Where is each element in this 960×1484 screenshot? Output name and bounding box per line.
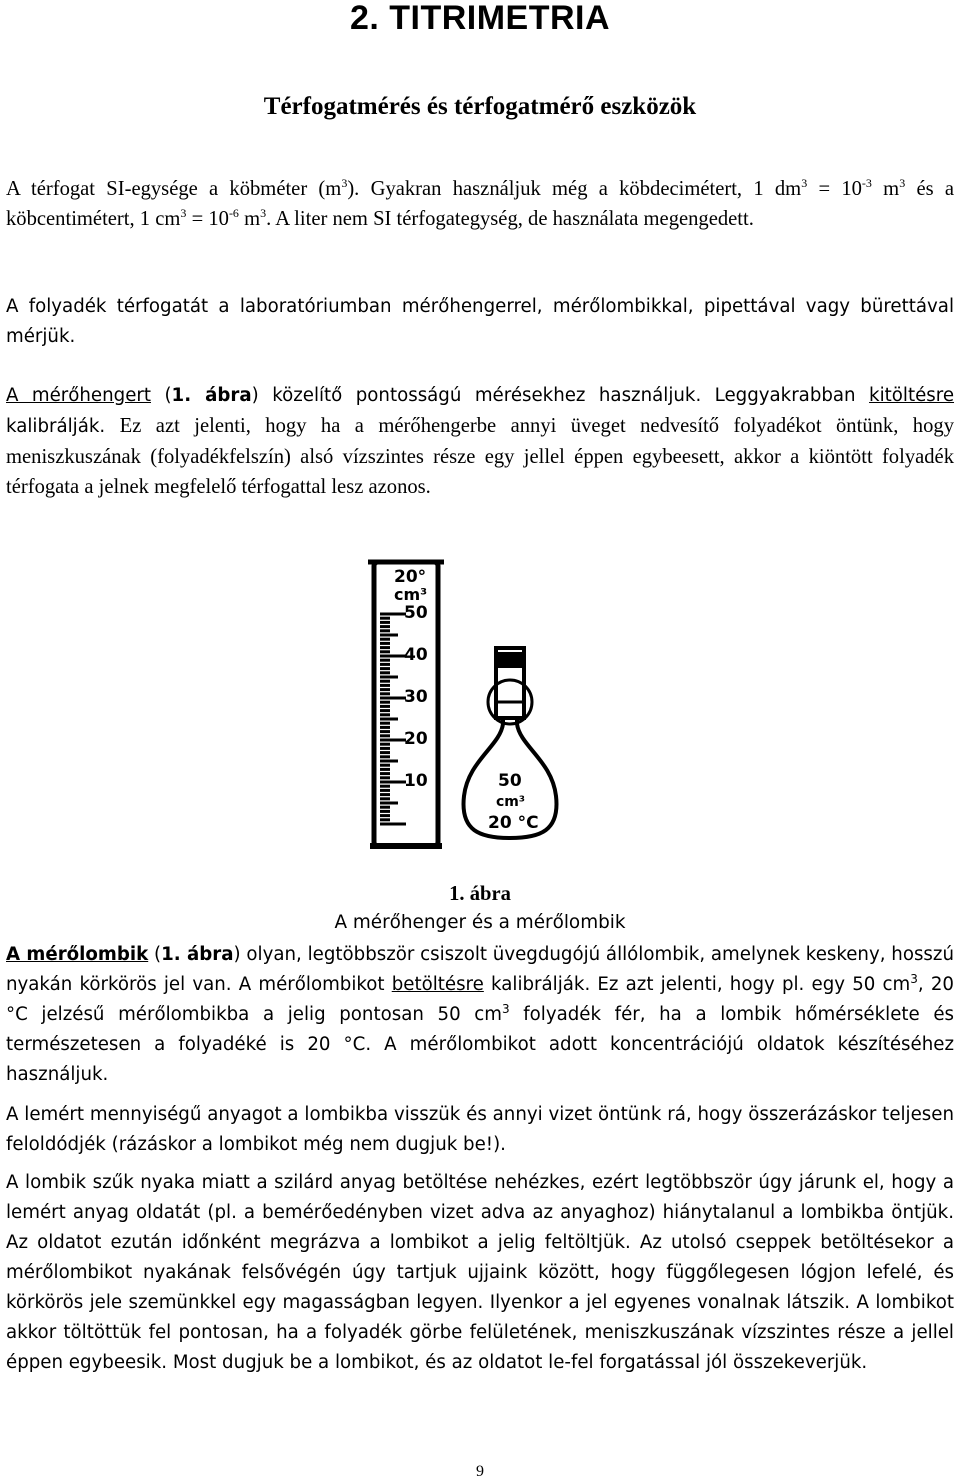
term-measuring-cylinder: A mérőhengert — [6, 385, 151, 406]
flask-label-50: 50 — [498, 771, 522, 791]
cylinder-label-20: 20 — [404, 729, 428, 749]
page-number: 9 — [476, 1463, 484, 1480]
cylinder-graduations — [380, 614, 406, 824]
flask-label-temp: 20 °C — [488, 813, 539, 833]
flask-label-unit: cm³ — [496, 794, 526, 810]
figure-ref-2: 1. ábra — [161, 944, 234, 965]
cylinder-label-30: 30 — [404, 687, 428, 707]
section-title: Térfogatmérés és térfogatmérő eszközök — [263, 93, 697, 120]
cylinder-label-unit: cm³ — [394, 585, 428, 604]
term-volumetric-flask: A mérőlombik — [6, 944, 149, 965]
term-to-contain: kitöltésre — [869, 385, 955, 406]
paragraph-dissolving: A lemért mennyiségű anyagot a lombikba visszük és annyi vizet öntünk rá, hogy összerázáskor teljesen feloldódjék (rázáskor a lombikot még nem dugjuk be!). — [6, 1104, 954, 1155]
figure-ref: 1. ábra — [171, 385, 252, 406]
chapter-title: 2. TITRIMETRIA — [349, 0, 611, 37]
cylinder-label-temp: 20° — [394, 567, 427, 587]
paragraph-si-units: A térfogat SI-egysége a köbméter $(m^3)$. Gyakran használjuk még a köbdecimétert, 1 $dm^3 = 10^{-3}$ $m^3$ és a köbcentimétert, 1 $cm^3 = 10^{-6}$ $m^3$. A liter nem SI térfogategység, de használata megengedett. — [6, 176, 955, 230]
term-to-deliver: betöltésre — [391, 974, 484, 995]
paragraph-filling-procedure: A lombik szűk nyaka miatt a szilárd anyag betöltése nehézkes, ezért legtöbbször úgy járunk el, hogy a lemért anyag oldatát (pl. a bemérőedényben vizet adva az anyaghoz) hiánytalanul a lombikba öntjük. Az oldatot ezután időnként megrázva a lombikot a jelig feltöltjük. Az utolsó cseppek betöltésekor a mérőlombikot nyakának felsővégén úgy tartjuk ujjaink között, hogy függőlegesen lógjon lefelé, és körkörös jele szemünkkel egy magasságban legyen. Ilyenkor a jel egyenes vonalnak látszik. A lombikot akkor töltöttük fel pontosan, ha a folyadék görbe felületének, meniszkuszának vízszintes része a jellel éppen egybeesik. Most dugjuk be a lombikot, és az oldatot le-fel forgatással jól összekeverjük. — [6, 1172, 954, 1373]
paragraph-volume-tools: A folyadék térfogatát a laboratóriumban mérőhengerrel, mérőlombikkal, pipettával vagy bürettával mérjük. — [6, 296, 954, 347]
cylinder-label-40: 40 — [404, 645, 428, 665]
figure-caption: A mérőhenger és a mérőlombik — [334, 912, 626, 933]
paragraph-volumetric-flask: A mérőlombik (1. ábra) olyan, legtöbbször csiszolt üvegdugójú állólombik, amelynek keskeny, hosszú nyakán körkörös jel van. A mérőlombikot betöltésre kalibrálják. Ez azt jelenti, hogy pl. egy 50 $cm^3$, 20 °C jelzésű mérőlombikba a jelig pontosan 50 $cm^3$ folyadék fér, ha a lombik hőmérséklete és természetesen a folyadéké is 20 °C. A mérőlombikot adott koncentrációjú oldatok készítéséhez használjuk. — [6, 944, 954, 1085]
figure-glassware — [350, 556, 620, 856]
figure-number: 1. ábra — [449, 883, 511, 905]
cylinder-label-10: 10 — [404, 771, 428, 791]
cylinder-label-50: 50 — [404, 603, 428, 623]
paragraph-measuring-cylinder: A mérőhengert (1. ábra) közelítő pontosságú mérésekhez használjuk. Leggyakrabban kitöltésre kalibrálják. Ez azt jelenti, hogy ha a mérőhengerbe annyi üveget nedvesítő folyadékot öntünk, hogy meniszkuszának (folyadékfelszín) alsó vízszintes része egy jellel éppen egybeesett, akkor a kiöntött folyadék térfogata a jelnek megfelelő térfogattal lesz azonos. — [6, 385, 955, 498]
